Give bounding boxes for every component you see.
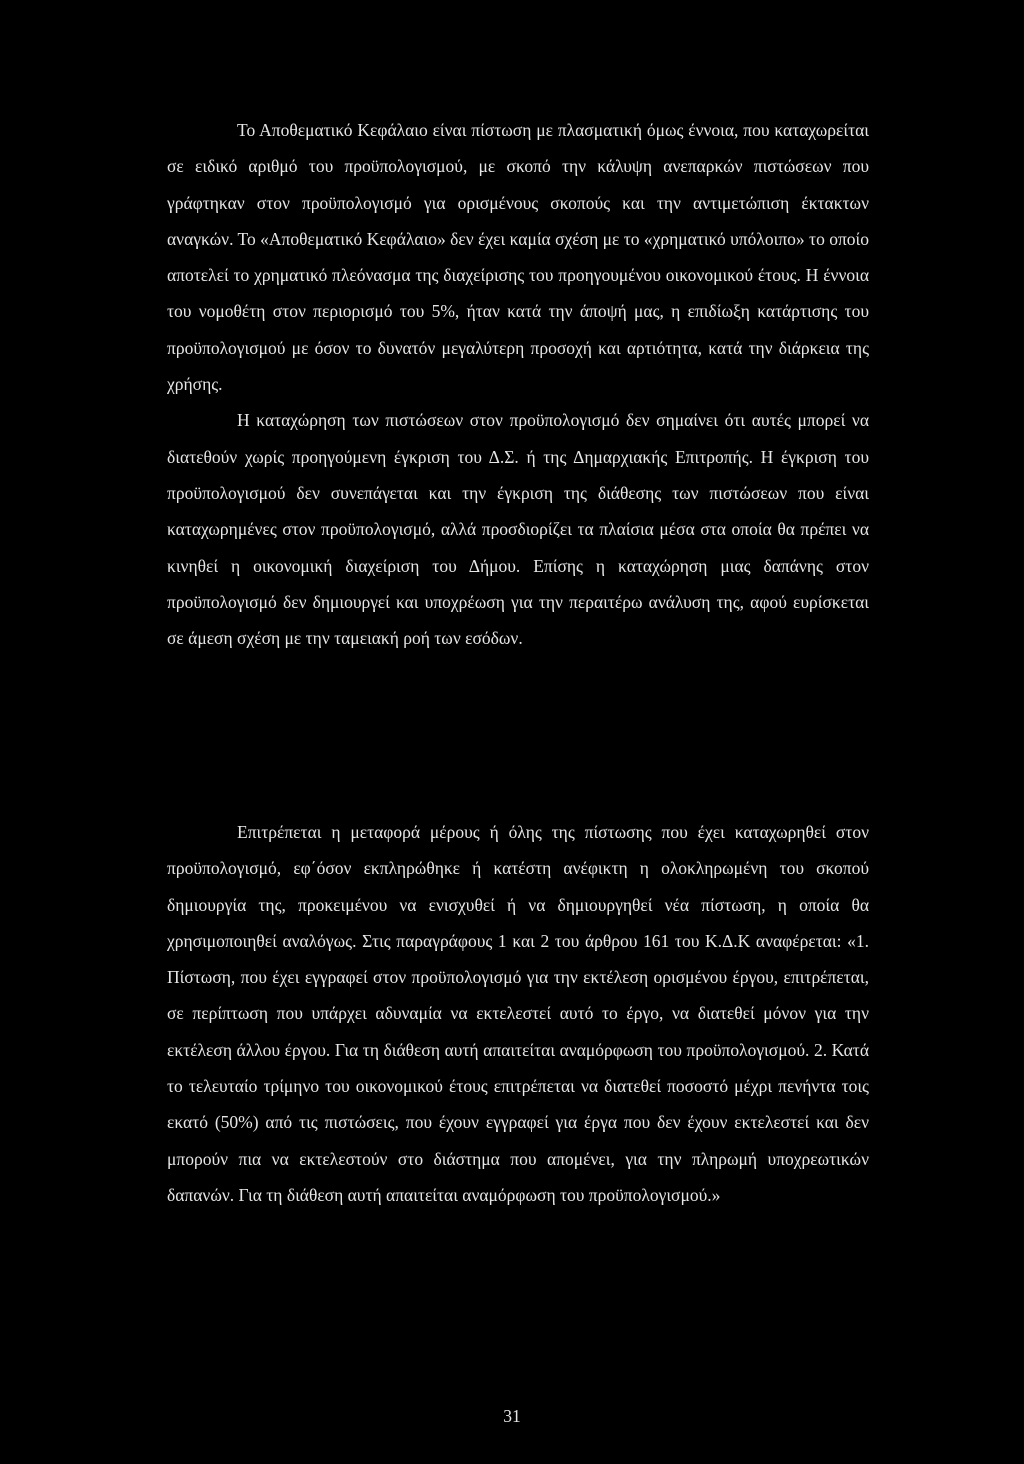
paragraph-credit-registration: Η καταχώρηση των πιστώσεων στον προϋπολογισμό δεν σημαίνει ότι αυτές μπορεί να διατεθούν χωρίς προηγούμενη έγκριση του Δ.Σ. ή της Δημαρχιακής Επιτροπής. Η έγκριση του προϋπολογισμού δεν συνεπάγεται και την έγκριση της διάθεσης των πιστώσεων που είναι καταχωρημένες στον προϋπολογισμό, αλλά προσδιορίζει τα πλαίσια μέσα στα οποία θα πρέπει να κινηθεί η οικονομική διαχείριση του Δήμου. Επίσης η καταχώρηση μιας δαπάνης στον προϋπολογισμό δεν δημιουργεί και υποχρέωση για την περαιτέρω ανάλυση της, αφού ευρίσκεται σε άμεση σχέση με την ταμειακή ροή των εσόδων.	[167, 410, 869, 649]
paragraph-credit-transfer: Επιτρέπεται η μεταφορά μέρους ή όλης της πίστωσης που έχει καταχωρηθεί στον προϋπολογισμό, εφ΄όσον εκπληρώθηκε ή κατέστη ανέφικτη η ολοκληρωμένη του σκοπού δημιουργία της, προκειμένου να ενισχυθεί ή να δημιουργηθεί νέα πίστωση, η οποία θα χρησιμοποιηθεί αναλόγως. Στις παραγράφους 1 και 2 του άρθρου 161 του Κ.Δ.Κ αναφέρεται: «1. Πίστωση, που έχει εγγραφεί στον προϋπολογισμό για την εκτέλεση ορισμένου έργου, επιτρέπεται, σε περίπτωση που υπάρχει αδυναμία να εκτελεστεί αυτό το έργο, να διατεθεί μόνον για την εκτέλεση άλλου έργου. Για τη διάθεση αυτή απαιτείται αναμόρφωση του προϋπολογισμού. 2. Κατά το τελευταίο τρίμηνο του οικονομικού έτους επιτρέπεται να διατεθεί ποσοστό μέχρι πενήντα τοις εκατό (50%) από τις πιστώσεις, που έχουν εγγραφεί για έργα που δεν έχουν εκτελεστεί και δεν μπορούν πια να εκτελεστούν στο διάστημα που απομένει, για την πληρωμή υποχρεωτικών δαπανών. Για τη διάθεση αυτή απαιτείται αναμόρφωση του προϋπολογισμού.»	[167, 822, 869, 1205]
page-number: 31	[503, 1406, 521, 1426]
text-block-upper	[167, 112, 869, 656]
text-block-lower	[167, 814, 869, 1213]
paragraph-reserve-fund: Το Αποθεματικό Κεφάλαιο είναι πίστωση με πλασματική όμως έννοια, που καταχωρείται σε ειδικό αριθμό του προϋπολογισμού, με σκοπό την κάλυψη ανεπαρκών πιστώσεων που γράφτηκαν στον προϋπολογισμό για ορισμένους σκοπούς και την αντιμετώπιση έκτακτων αναγκών. Το «Αποθεματικό Κεφάλαιο» δεν έχει καμία σχέση με το «χρηματικό υπόλοιπο» το οποίο αποτελεί το χρηματικό πλεόνασμα της διαχείρισης του προηγουμένου οικονομικού έτους. Η έννοια του νομοθέτη στον περιορισμό του 5%, ήταν κατά την άποψή μας, η επιδίωξη κατάρτισης του προϋπολογισμού με όσον το δυνατόν μεγαλύτερη προσοχή και αρτιότητα, κατά την διάρκεια της χρήσης.	[167, 120, 869, 395]
